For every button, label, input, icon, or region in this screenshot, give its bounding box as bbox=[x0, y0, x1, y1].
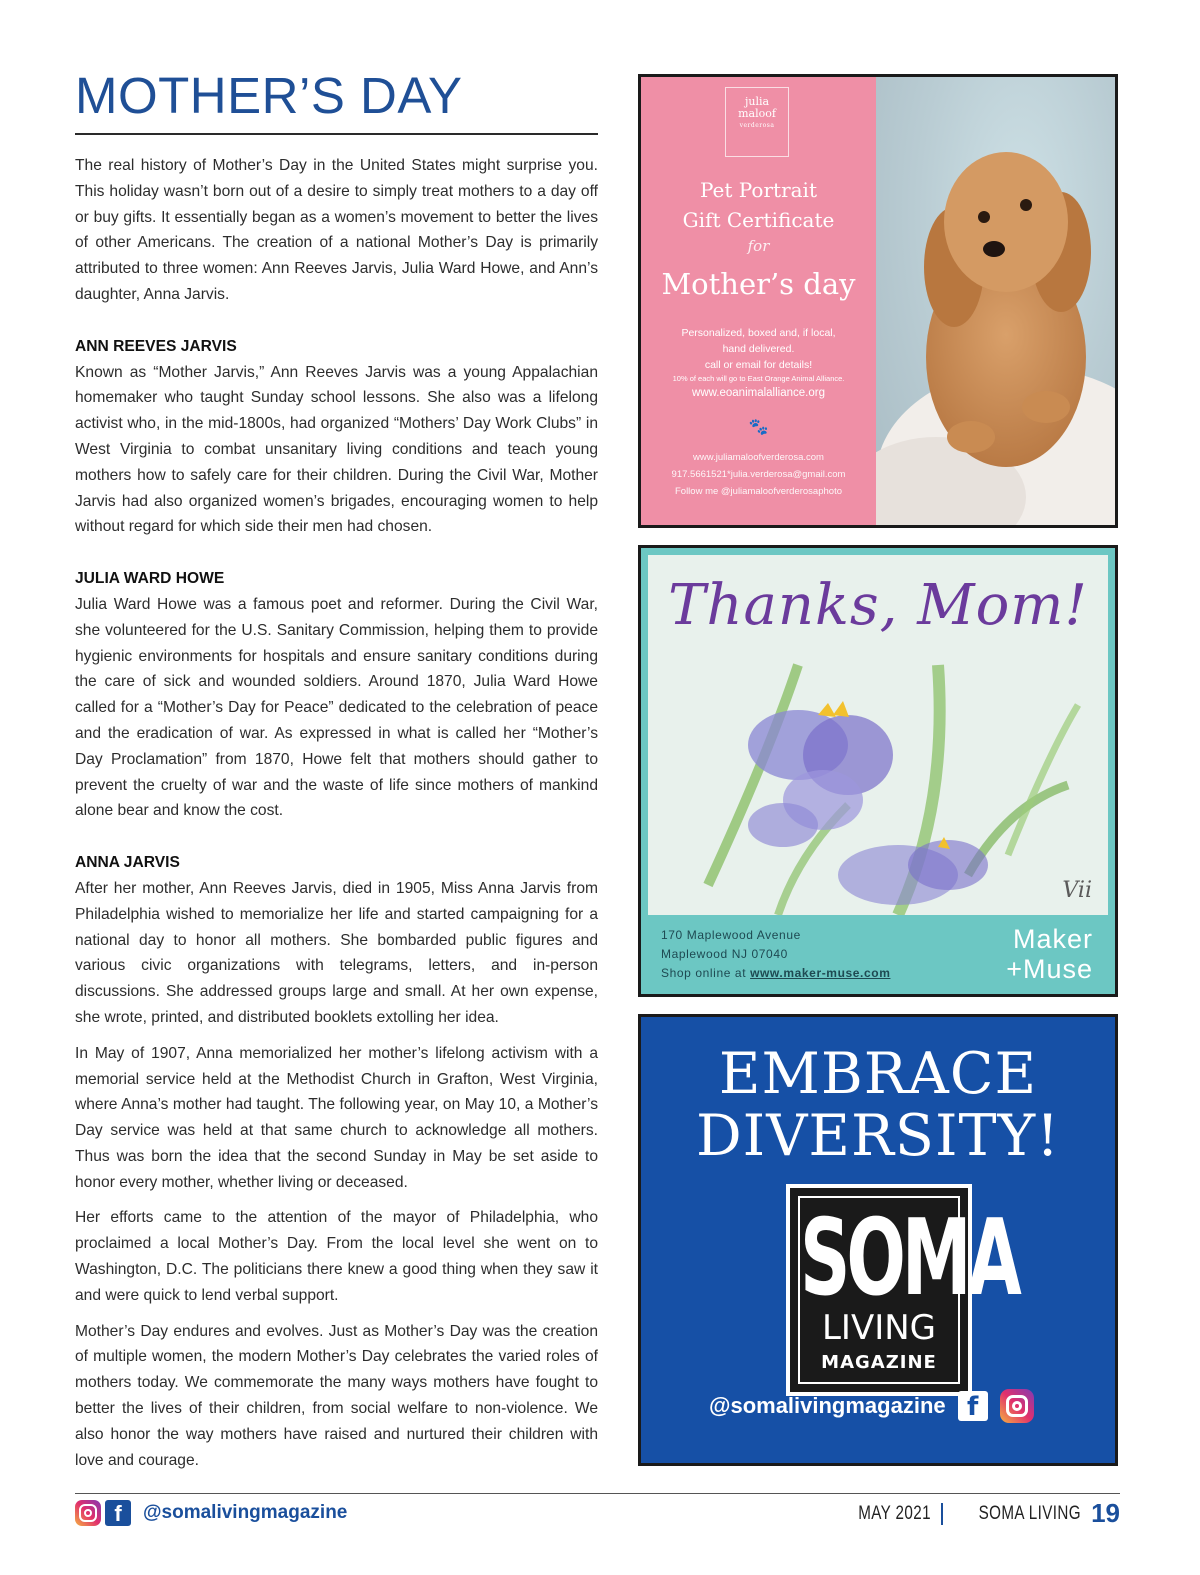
pet-portrait-ad-text-panel bbox=[641, 77, 876, 525]
pet-portrait-mothers-day: Mother’s day bbox=[661, 267, 856, 301]
maker-muse-address bbox=[661, 926, 890, 983]
logo-soma-word: SOMA bbox=[800, 1196, 1018, 1320]
section-body-anna-jarvis-4: Mother’s Day endures and evolves. Just as Mother’s Day was the creation of multiple women, the modern Mother’s Day celebrates the varied roles of mothers today. We commemorate the many ways mothers have fought to better the lives of their children, from social welfare to non-violence. We also honor the way mothers have raised and nurtured their children with love and courage. bbox=[75, 1322, 598, 1469]
heading-line-1: EMBRACE bbox=[718, 1041, 1038, 1107]
facebook-icon[interactable]: f bbox=[958, 1391, 988, 1421]
artist-signature: Vii bbox=[1062, 878, 1092, 903]
thanks-mom-artwork bbox=[648, 555, 1108, 915]
pet-portrait-heading-line-1: Pet Portrait bbox=[700, 178, 817, 202]
section-body-anna-jarvis-3: Her efforts came to the attention of the mayor of Philadelphia, who proclaimed a local Mother’s Day. From the local level she went on to Washington, D.C. The politicians there knew a good thing when they saw it and were quick to lend verbal support. bbox=[75, 1209, 598, 1304]
section-body-julia-ward-howe: Julia Ward Howe was a famous poet and reformer. During the Civil War, she volunteered for the U.S. Sanitary Commission, helping them to provide hygienic environments for hospitals and ensure sanitary conditions during the care of sick and wounded soldiers. Around 1870, Julia Ward Howe called for a “Mother’s Day for Peace” dedicated to the celebration of peace and the eradication of war. As expressed in what is called her “Mother’s Day Proclamation” from 1870, Howe felt that mothers should gather to prevent the cruelty of war and the waste of life since mothers of mankind alone bear and know the cost. bbox=[75, 595, 598, 820]
magazine-name: SOMA LIVING bbox=[978, 1502, 1082, 1524]
footer-folio bbox=[840, 1498, 1120, 1529]
pet-portrait-ad[interactable] bbox=[638, 74, 1118, 528]
social-handle-row bbox=[709, 1389, 1034, 1423]
website-link[interactable]: www.juliamaloofverderosa.com bbox=[693, 452, 824, 463]
details-line-2: hand delivered. bbox=[722, 343, 795, 355]
details-line-1: Personalized, boxed and, if local, bbox=[681, 327, 836, 339]
soma-living-logo bbox=[786, 1184, 1018, 1396]
section-body-anna-jarvis-1: After her mother, Ann Reeves Jarvis, died in 1905, Miss Anna Jarvis from Philadelphia wished to memorialize her life and started campaigning for a national day to honor all mothers. She bombarded public figures and various civic organizations with telegrams, letters, and in-person discussions. She addressed groups large and small. At her own expense, she wrote, printed, and distributed booklets extolling her idea. bbox=[75, 879, 598, 1026]
footer-social bbox=[75, 1500, 347, 1526]
julia-maloof-logo bbox=[725, 87, 789, 157]
maker-muse-url-link[interactable]: www.maker-muse.com bbox=[750, 966, 891, 980]
phone-email: 917.5661521*julia.verderosa@gmail.com bbox=[671, 469, 846, 480]
social-handle[interactable]: @somalivingmagazine bbox=[709, 1393, 946, 1418]
issue-date: MAY 2021 bbox=[858, 1502, 932, 1524]
embrace-diversity-ad[interactable] bbox=[638, 1014, 1118, 1466]
title-divider bbox=[75, 133, 598, 135]
follow-handle: Follow me @juliamaloofverderosaphoto bbox=[674, 486, 842, 497]
pet-portrait-heading-line-2: Gift Certificate bbox=[682, 208, 835, 232]
address-line-1: 170 Maplewood Avenue bbox=[661, 928, 801, 942]
section-body-anna-jarvis-2: In May of 1907, Anna memorialized her mother’s lifelong activism with a memorial service held at the Methodist Church in Grafton, West Virginia, where Anna’s mother had taught. The following year, on May 10, a Mother’s Day service was held at that same church to acknowledge all mothers. Thus was born the idea that the second Sunday in May be set aside to honor every mother, whether living or deceased. bbox=[75, 1044, 598, 1191]
pet-portrait-for: for bbox=[747, 237, 770, 255]
paw-icon: 🐾 bbox=[748, 419, 769, 436]
details-line-4: 10% of each will go to East Orange Animal Alliance. bbox=[672, 374, 845, 383]
embrace-diversity-heading bbox=[641, 1043, 1115, 1167]
logo-line-1: julia bbox=[744, 95, 770, 108]
pet-portrait-contact bbox=[645, 449, 872, 500]
pet-portrait-heading bbox=[641, 175, 876, 235]
article bbox=[75, 60, 598, 1483]
logo-line-3: verderosa bbox=[739, 122, 775, 129]
shop-online-line bbox=[661, 964, 890, 983]
article-title: MOTHER’S DAY bbox=[75, 67, 463, 124]
details-line-3: call or email for details! bbox=[704, 359, 813, 371]
brand-line-1: Maker bbox=[1012, 924, 1093, 954]
facebook-icon[interactable]: f bbox=[105, 1500, 131, 1526]
brand-line-2: +Muse bbox=[1006, 954, 1093, 984]
section-body-ann-reeves-jarvis: Known as “Mother Jarvis,” Ann Reeves Jarvis was a young Appalachian homemaker who taught Sunday school lessons. She also was a lifelong activist who, in the mid-1800s, had organized “Mothers’ Day Work Clubs” in West Virginia to combat unsanitary living conditions and teach young mothers how to safely care for their children. During the Civil War, Mother Jarvis had also organized women’s brigades, encouraging women to help without regard for which side their men had chosen. bbox=[75, 363, 598, 536]
thanks-mom-script: Thanks, Mom! bbox=[668, 573, 1088, 638]
dog-photo bbox=[876, 77, 1115, 525]
page-number: 19 bbox=[1091, 1498, 1120, 1528]
pet-portrait-details bbox=[647, 325, 870, 401]
soma-logo-frame bbox=[798, 1196, 1018, 1384]
section-heading-ann-reeves-jarvis: ANN REEVES JARVIS bbox=[75, 337, 237, 355]
intro-paragraph: The real history of Mother’s Day in the United States might surprise you. This holiday wasn’t born out of a desire to simply treat mothers to a day off or buy gifts. It essentially began as a women’s movement to better the lives of other Americans. The creation of a national Mother’s Day is primarily attributed to three women: Ann Reeves Jarvis, Julia Ward Howe, and Ann’s daughter, Anna Jarvis. bbox=[75, 157, 598, 303]
maker-muse-logo bbox=[1006, 924, 1093, 984]
instagram-icon[interactable] bbox=[75, 1500, 101, 1526]
logo-magazine-word: MAGAZINE bbox=[821, 1352, 937, 1373]
alliance-url-link[interactable]: www.eoanimalalliance.org bbox=[692, 387, 825, 399]
footer-divider bbox=[75, 1493, 1120, 1494]
footer-handle[interactable]: @somalivingmagazine bbox=[143, 1502, 348, 1523]
section-heading-julia-ward-howe: JULIA WARD HOWE bbox=[75, 570, 225, 588]
dog-illustration bbox=[876, 77, 1115, 525]
logo-line-2: maloof bbox=[738, 107, 776, 120]
folio-separator bbox=[941, 1503, 943, 1525]
heading-line-2: DIVERSITY! bbox=[695, 1103, 1061, 1169]
section-heading-anna-jarvis: ANNA JARVIS bbox=[75, 854, 180, 872]
maker-muse-ad[interactable] bbox=[638, 545, 1118, 997]
instagram-icon[interactable] bbox=[1000, 1389, 1034, 1423]
shop-online-label: Shop online at bbox=[661, 966, 751, 980]
logo-living-word: LIVING bbox=[821, 1308, 937, 1348]
address-line-2: Maplewood NJ 07040 bbox=[661, 947, 788, 961]
